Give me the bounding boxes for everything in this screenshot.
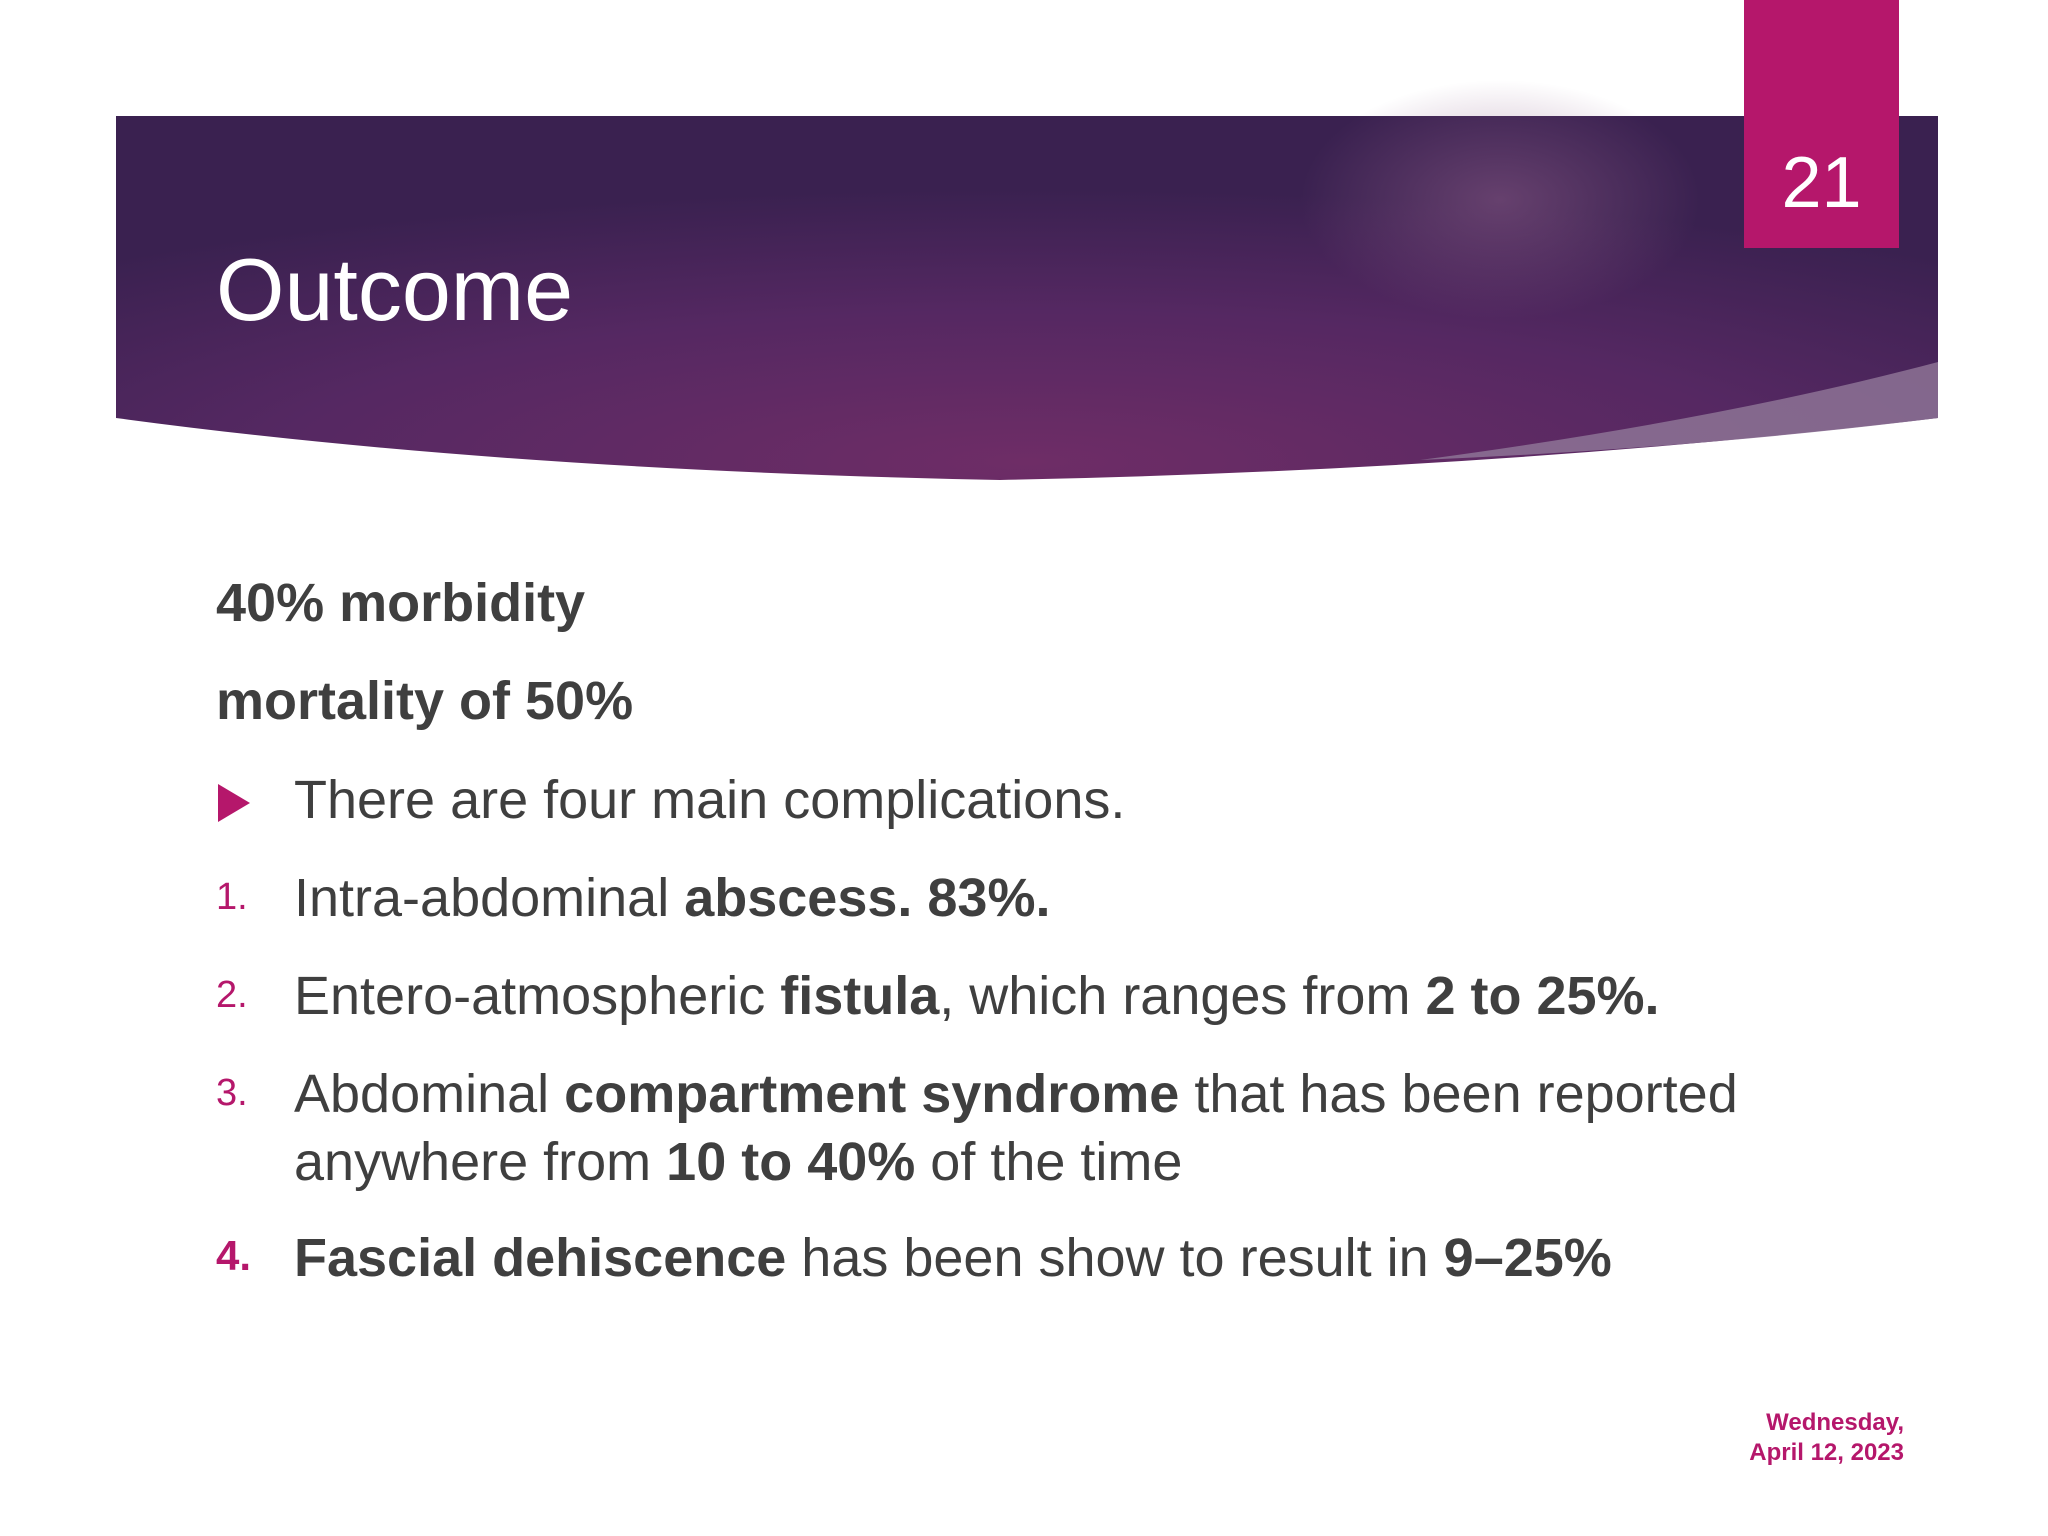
list-item-text: Abdominal compartment syndrome that has been reported [294,1064,1738,1124]
slide-number: 21 [1781,143,1862,223]
mortality-line: mortality of 50% [216,671,634,731]
list-marker: 1. [216,876,248,918]
slide-date [1749,1408,1904,1468]
list-marker: 3. [216,1072,248,1114]
date-full: April 12, 2023 [1749,1439,1904,1466]
triangle-bullet-icon [218,784,250,822]
date-weekday: Wednesday, [1766,1409,1904,1436]
slide-number-tab [1744,0,1899,248]
list-item-text-continued: anywhere from 10 to 40% of the time [294,1132,1183,1192]
slide-title: Outcome [216,240,574,339]
list-item-text: Intra-abdominal abscess. 83%. [294,868,1051,928]
list-item-text: Entero-atmospheric fistula, which ranges from 2 to 25%. [294,966,1660,1026]
list-item-text: Fascial dehiscence has been show to result in 9–25% [294,1228,1612,1288]
bullet-text: There are four main complications. [294,770,1126,830]
list-marker: 4. [216,1232,252,1279]
morbidity-line: 40% morbidity [216,573,586,633]
list-marker: 2. [216,974,248,1016]
